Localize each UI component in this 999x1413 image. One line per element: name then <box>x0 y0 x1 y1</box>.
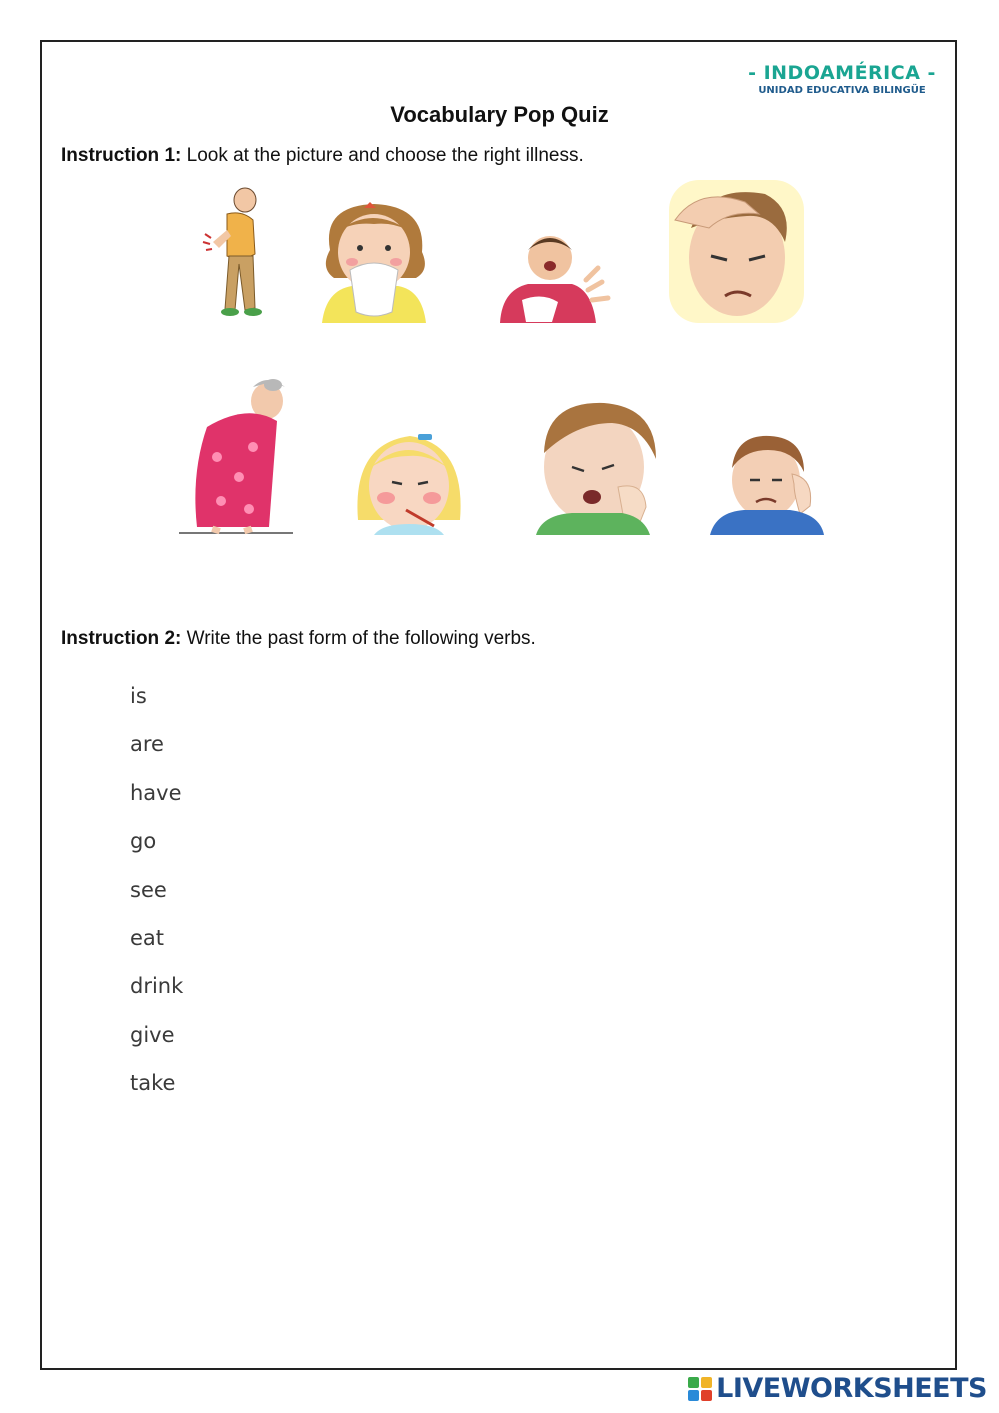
instruction-1-label: Instruction 1: <box>61 145 182 166</box>
earache-boy-icon <box>710 434 825 535</box>
verb-item: is <box>130 684 147 708</box>
verb-item: are <box>130 732 164 757</box>
worksheet-page <box>40 40 957 1370</box>
liveworksheets-footer[interactable] <box>688 1373 987 1404</box>
stomachache-woman-icon <box>177 377 295 535</box>
verb-item: have <box>130 780 182 805</box>
verb-item: eat <box>130 925 165 950</box>
logo-subtitle: UNIDAD EDUCATIVA BILINGÜE <box>758 85 926 96</box>
toothache-boy-icon <box>532 397 662 535</box>
instruction-2-label: Instruction 2: <box>61 628 182 649</box>
instruction-1 <box>61 145 584 167</box>
headache-man-icon <box>669 180 804 323</box>
cough-child-icon <box>492 230 614 323</box>
instruction-1-text: Look at the picture and choose the right illness. <box>186 145 584 166</box>
verb-item: see <box>130 877 167 902</box>
verb-item: go <box>130 829 157 854</box>
verb-item: give <box>130 1022 175 1047</box>
backache-man-icon <box>197 184 272 324</box>
verb-list <box>130 682 183 1118</box>
page-title: Vocabulary Pop Quiz <box>390 102 609 127</box>
liveworksheets-logo-icon <box>688 1377 712 1401</box>
school-logo <box>742 62 942 96</box>
liveworksheets-brand: LIVEWORKSHEETS <box>716 1373 987 1404</box>
logo-brand: - INDOAMÉRICA - <box>748 62 936 84</box>
runny-nose-girl-icon <box>312 200 437 323</box>
verb-item: take <box>130 1071 176 1096</box>
fever-girl-icon <box>352 430 467 535</box>
instruction-2 <box>61 628 536 650</box>
instruction-2-text: Write the past form of the following verbs. <box>186 628 536 649</box>
verb-item: drink <box>130 974 184 999</box>
